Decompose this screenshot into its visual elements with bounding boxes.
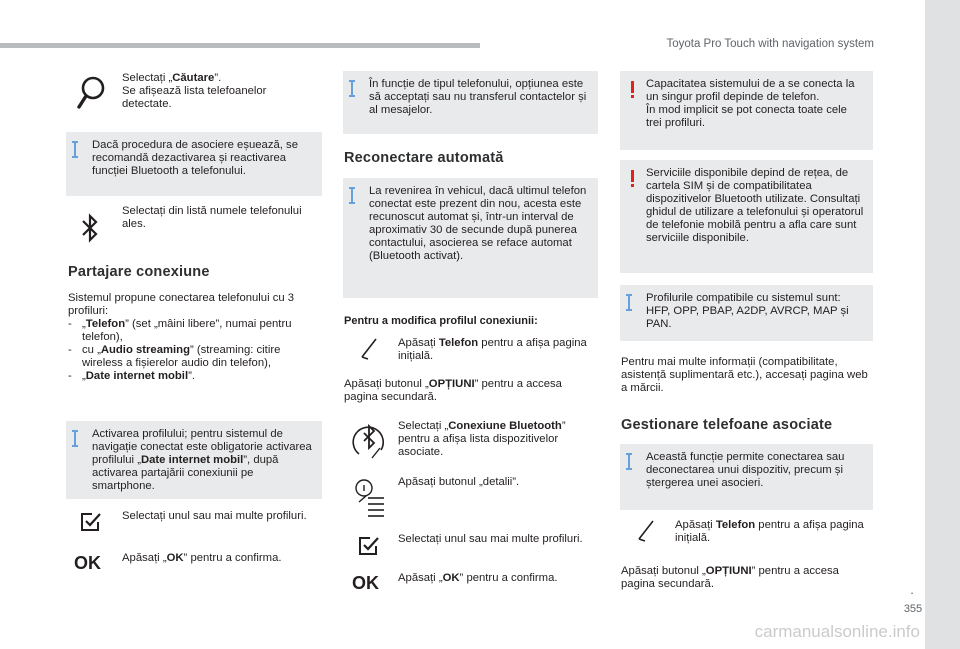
select-phone-instruction: Selectați din listă numele telefonului ales. <box>122 205 302 230</box>
select-profiles-instruction: Selectați unul sau mai multe profiluri. <box>122 510 307 522</box>
subheading-modify-profile: Pentru a modifica profilul conexiunii: <box>344 315 538 327</box>
press-phone-instruction: Apăsați Telefon pentru a afișa pagina inițială. <box>675 519 864 544</box>
info-box-profile-activation: Activarea profilului; pentru sistemul de navigație conectat este obligatorie activarea profilului „Date internet mobil”, după activarea partajării conexiunii pe smartphone. <box>66 421 322 499</box>
info-icon <box>74 141 76 158</box>
info-box-contacts-transfer: În funcție de tipul telefonului, opțiunea este să acceptați sau nu transferul contactelor și al mesajelor. <box>343 71 598 134</box>
details-icon <box>354 478 388 518</box>
section-heading-manage-phones: Gestionare telefoane asociate <box>621 417 833 433</box>
profiles-intro: Sistemul propune conectarea telefonului cu 3 profiluri: - „Telefon” (set „mâini libere”, numai pentru telefon), - cu „Audio streaming” (streaming: citire wireless a fișierelor audio din telefon), - „Date internet mobil”. <box>68 292 318 383</box>
select-profiles-instruction: Selectați unul sau mai multe profiluri. <box>398 533 583 545</box>
info-box-manage-function: Această funcție permite conectarea sau deconectarea unui dispozitiv, precum și ștergerea unei asocieri. <box>620 444 873 510</box>
options-instruction: Apăsați butonul „OPȚIUNI” pentru a accesa pagina secundară. <box>621 565 839 590</box>
warning-icon <box>631 170 634 187</box>
warning-box-services: Serviciile disponibile depind de rețea, de cartela SIM și de compatibilitatea dispozitivelor Bluetooth utilizate. Consultați ghidul de utilizare a telefonului și operatorul de telefonie mobilă pentru a afla care sunt serviciile disponibile. <box>620 160 873 273</box>
checkbox-icon <box>358 536 380 556</box>
details-instruction: Apăsați butonul „detalii”. <box>398 476 520 488</box>
section-heading-reconnect: Reconectare automată <box>344 150 504 166</box>
page-header-title: Toyota Pro Touch with navigation system <box>666 38 874 50</box>
section-heading-share: Partajare conexiune <box>68 264 210 280</box>
info-box-compatible-profiles: Profilurile compatibile cu sistemul sunt: HFP, OPP, PBAP, A2DP, AVRCP, MAP și PAN. <box>620 285 873 341</box>
page-number: 355 <box>903 603 923 615</box>
info-icon <box>351 80 353 97</box>
header-rule <box>0 43 480 48</box>
side-strip <box>925 0 960 649</box>
info-box-auto-reconnect: La revenirea în vehicul, dacă ultimul telefon conectat este prezent din nou, acesta este recunoscut automat și, într-un interval de aproximativ 30 de secunde după punerea contactului, asocierea se reface automat (Bluetooth activat). <box>343 178 598 298</box>
info-icon <box>628 294 630 311</box>
bluetooth-touch-icon <box>352 420 386 460</box>
info-icon <box>74 430 76 447</box>
warning-icon <box>631 81 634 98</box>
profiles-list <box>68 318 318 383</box>
list-item: - cu „Audio streaming” (streaming: citire wireless a fișierelor audio din telefon), <box>68 344 318 370</box>
bluetooth-connection-instruction: Selectați „Conexiune Bluetooth” pentru a afișa lista dispozitivelor asociate. <box>398 420 566 458</box>
confirm-instruction: Apăsați „OK” pentru a confirma. <box>398 572 558 584</box>
list-item: - „Date internet mobil”. <box>68 370 318 383</box>
checkbox-icon <box>80 512 102 532</box>
list-item: - „Telefon” (set „mâini libere”, numai pentru telefon), <box>68 318 318 344</box>
info-icon <box>628 453 630 470</box>
options-instruction: Apăsați butonul „OPȚIUNI” pentru a accesa pagina secundară. <box>344 378 562 403</box>
ok-icon: OK <box>352 573 379 593</box>
press-phone-instruction: Apăsați Telefon pentru a afișa pagina inițială. <box>398 337 587 362</box>
info-icon <box>351 187 353 204</box>
touch-pointer-icon <box>635 519 657 545</box>
touch-pointer-icon <box>358 337 380 363</box>
info-box-pairing-fail: Dacă procedura de asociere eșuează, se recomandă dezactivarea și reactivarea funcției Bluetooth a telefonului. <box>66 132 322 196</box>
watermark: carmanualsonline.info <box>754 622 920 641</box>
search-instruction: Selectați „Căutare”. Se afișează lista telefoanelor detectate. <box>122 72 267 110</box>
ok-icon: OK <box>74 553 101 573</box>
confirm-instruction: Apăsați „OK” pentru a confirma. <box>122 552 282 564</box>
warning-box-profiles: Capacitatea sistemului de a se conecta la un singur profil depinde de telefon. În mod implicit se pot conecta toate cele trei profiluri. <box>620 71 873 150</box>
search-icon <box>76 74 106 112</box>
more-info-text: Pentru mai multe informații (compatibilitate, asistență suplimentară etc.), accesați pagina web a mărcii. <box>621 356 868 394</box>
bluetooth-icon <box>80 212 100 244</box>
continuation-mark: . <box>910 582 914 597</box>
